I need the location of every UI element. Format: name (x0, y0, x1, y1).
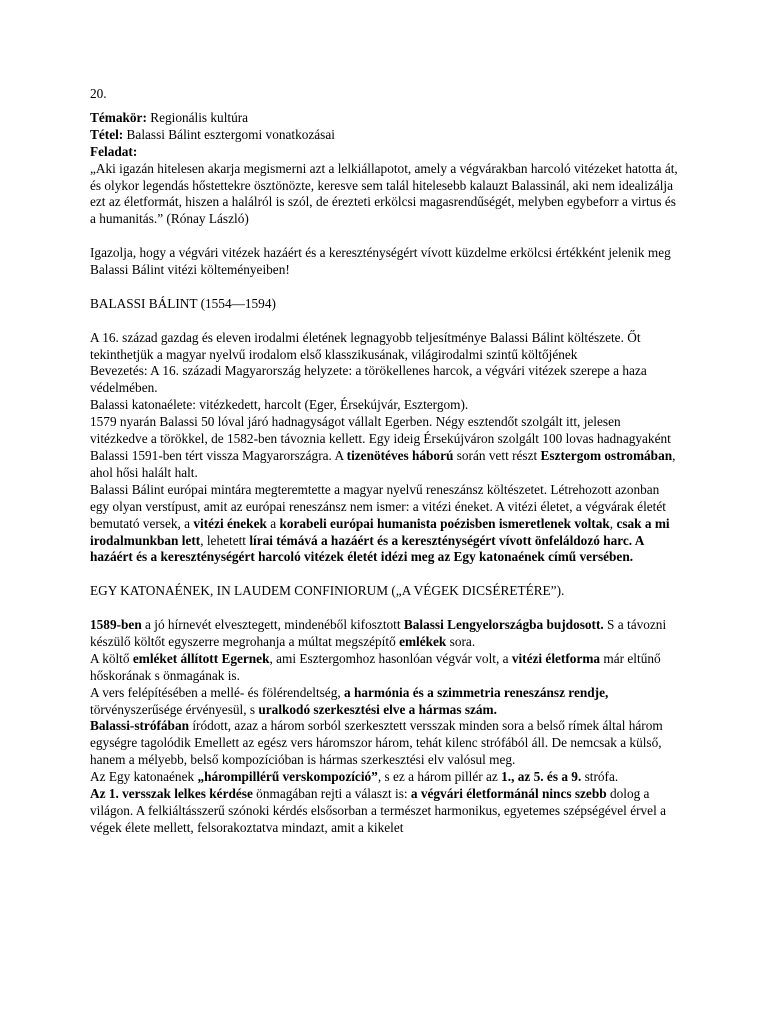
text-run-bold: a harmónia és a szimmetria reneszánsz rendje, (344, 684, 609, 700)
text-run: sora. (446, 633, 476, 649)
title-value: Balassi Bálint esztergomi vonatkozásai (123, 126, 335, 142)
paragraph-eger: 1579 nyarán Balassi 50 lóval járó hadnagyságot vállalt Egerben. Négy esztendőt szolgált itt, jelesen vitézkedve a törökkel, de 1582-ben távoznia kellett. Egy ideig Érsekújváron szolgált 100 lovas hadnagyaként (90, 414, 671, 447)
paragraph-strofa (90, 718, 680, 769)
text-run: már eltűnő hőskorának s önmagának is. (90, 650, 661, 683)
spacer (90, 600, 680, 617)
text-run-bold: a végvári életformánál nincs szebb (410, 786, 607, 802)
text-run: , ahol hősi halált halt. (90, 447, 676, 480)
text-run-bold: csak a mi irodalmunkban lett (90, 515, 670, 548)
text-run: , s ez a három pillér az (377, 769, 502, 785)
text-run: törvényszerűsége érvényesül, s (90, 701, 259, 717)
section-heading-balassi: BALASSI BÁLINT (1554—1594) (90, 295, 276, 311)
text-run-bold: Balassi Lengyelországba bujdosott. (403, 617, 604, 633)
text-run: strófa. (581, 769, 619, 785)
text-run-bold: Balassi-strófában (90, 718, 189, 734)
text-run: a (266, 515, 280, 531)
topic-label: Témakör: (90, 109, 147, 125)
text-run-bold: 1589-ben (90, 617, 142, 633)
text-run: S a távozni készülő költőt egyszerre megrohanja a múltat megszépítő (90, 617, 667, 649)
text-run-bold: vitézi énekek (193, 515, 267, 531)
text-run-bold: Az 1. versszak lelkes kérdése (90, 786, 253, 802)
paragraph-reneszansz (90, 482, 680, 567)
text-run: , lehetett (200, 532, 250, 548)
topic-line (90, 110, 680, 127)
text-run-bold: 1., az 5. és a 9. (501, 769, 582, 785)
text-run: íródott, azaz a három sorból szerkesztett versszak minden sora a belső rímek által három egységre tagolódik Emellett az egész vers háromszor három, tehát kilenc strófából áll. De nemcsak a külső, hanem a mélyebb, belső kompozícióban is hármas szerkesztési elv valósul meg. (90, 718, 663, 768)
spacer (90, 279, 680, 296)
spacer (90, 313, 680, 330)
paragraph-bevezetes: Bevezetés: A 16. századi Magyarország helyzete: a törökellenes harcok, a végvári vitézek szerepe a haza védelmében. (90, 363, 647, 396)
paragraph-harompiller (90, 769, 680, 786)
text-run: A költő (90, 650, 133, 666)
task-label: Feladat: (90, 143, 138, 159)
spacer (90, 103, 680, 110)
paragraph-esztergom (90, 448, 680, 482)
paragraph-katonaelet: Balassi katonaélete: vitézkedett, harcolt (Eger, Érsekújvár, Esztergom). (90, 397, 469, 413)
topic-value: Regionális kultúra (146, 109, 249, 125)
text-run: során vett részt (453, 447, 541, 463)
document-page (90, 86, 680, 837)
paragraph-elso-versszak (90, 786, 680, 837)
text-run: Az Egy katonaének (90, 769, 198, 785)
section-heading-katonaenek: EGY KATONAÉNEK, IN LAUDEM CONFINIORUM („A VÉGEK DICSÉRETÉRE”). (90, 583, 565, 599)
text-run-bold: „hárompillérű verskompozíció” (197, 769, 378, 785)
text-run-bold: tizenötéves háború (346, 447, 454, 463)
spacer (90, 228, 680, 245)
text-run: önmagában rejti a választ is: (252, 786, 411, 802)
quote-paragraph: „Aki igazán hitelesen akarja megismerni azt a lelkiállapotot, amely a végvárakban harcoló vitézeket hatotta át, és olykor legendás hőstettekre ösztönözte, keresve sem talál hitelesebb kalauzt Balassinál, aki nem idealizálja ezt az életformát, hiszen a halálról is szól, de érezteti erkölcsi magasrendűségét, melyben egybeforr a virtus és a humanitás.” (Rónay László) (90, 160, 678, 227)
assignment-paragraph: Igazolja, hogy a végvári vitézek hazáért és a kereszténységért vívott küzdelme erkölcsi értékként jelenik meg Balassi Bálint vitézi költeményeiben! (90, 245, 671, 278)
text-run: Balassi 1591-ben tért vissza Magyarországra. A (90, 447, 347, 463)
text-run: Balassi Bálint európai mintára megteremtette a magyar nyelvű reneszánsz költészetet. Létrehozott azonban egy olyan verstípust, amit az európai reneszánsz nem ismer: a vitézi éneket. A vitézi életet, a végvárak életét bemutató versek, a (90, 481, 666, 531)
paragraph-felepites (90, 685, 680, 719)
text-run-bold: lírai témává a hazáért és a kereszténységért vívott önfeláldozó harc. A hazáért és a kereszténységért harcoló vitézek életét idézi meg az Egy katonaének című versében. (90, 532, 644, 565)
text-run-bold: vitézi életforma (511, 650, 601, 666)
title-line (90, 127, 680, 144)
text-run: dolog a világon. A felkiáltásszerű szónoki kérdés elsősorban a természet harmonikus, egyetemes szépségével érvel a végek élete mellett, felsorakoztatva mindazt, amit a kikelet (90, 786, 666, 835)
text-run: A vers felépítésében a mellé- és fölérendeltség, (90, 684, 345, 700)
text-run: a jó hírnevét elvesztegett, mindenéből kifosztott (141, 617, 404, 633)
page-number: 20. (90, 86, 107, 101)
paragraph-1589 (90, 617, 680, 651)
text-run-bold: korabeli európai humanista poézisben ismeretlenek voltak (279, 515, 610, 531)
paragraph-intro: A 16. század gazdag és eleven irodalmi életének legnagyobb teljesítménye Balassi Bálint költészete. Őt tekinthetjük a magyar nyelvű irodalom első klasszikusának, világirodalmi szintű költőjének (90, 329, 641, 362)
text-run-bold: uralkodó szerkesztési elve a hármas szám. (258, 701, 497, 717)
title-label: Tétel: (90, 126, 124, 142)
text-run: , ami Esztergomhoz hasonlóan végvár volt, a (269, 650, 512, 666)
text-run-bold: emléket állított Egernek (132, 650, 270, 666)
task-line (90, 144, 680, 161)
text-run-bold: emlékek (399, 633, 447, 649)
paragraph-eger-emlek (90, 651, 680, 685)
text-run-bold: Esztergom ostromában (540, 447, 673, 463)
text-run: , (609, 515, 617, 531)
spacer (90, 566, 680, 583)
